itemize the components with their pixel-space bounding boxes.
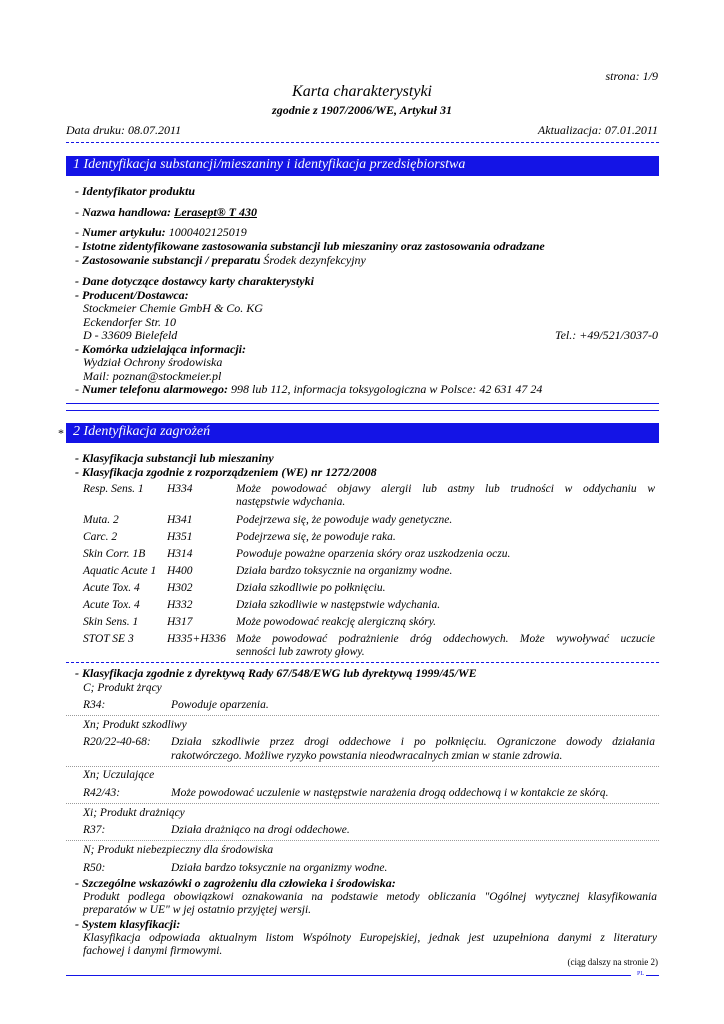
clp-text: Może powodować podrażnienie dróg oddechowych. Może wywoływać uczucie bbox=[236, 633, 655, 645]
footer-line bbox=[66, 975, 631, 976]
article-number-line: - Numer artykułu: 1000402125019 bbox=[75, 225, 247, 239]
clp-code: H400 bbox=[167, 565, 193, 577]
dsd-text: Działa bardzo toksycznie na organizmy wodne. bbox=[171, 862, 388, 874]
header-divider bbox=[66, 142, 659, 143]
dsd-code: R42/43: bbox=[83, 787, 121, 799]
clp-code: H335+H336 bbox=[167, 633, 226, 645]
info-dept-label: - Komórka udzielająca informacji: bbox=[75, 342, 247, 356]
clp-class: STOT SE 3 bbox=[83, 633, 134, 645]
language-code: PL bbox=[637, 971, 645, 977]
revision-marker: * bbox=[58, 426, 64, 440]
dsd-row-divider bbox=[66, 766, 659, 767]
clp-code: H302 bbox=[167, 582, 193, 594]
clp-text-cont: senności lub zawroty głowy. bbox=[236, 646, 365, 658]
section-1-end-line-1 bbox=[66, 403, 659, 404]
document-title: Karta charakterystyki bbox=[292, 83, 432, 100]
dsd-row-divider bbox=[66, 715, 659, 716]
producer-label: - Producent/Dostawca: bbox=[75, 288, 189, 302]
emergency-phone-line: - Numer telefonu alarmowego: 998 lub 112, informacja toksygologiczna w Polsce: 42 631 47 24 bbox=[75, 382, 543, 396]
clp-text-cont: następstwie wdychania. bbox=[236, 496, 346, 508]
dsd-symbol: Xn; Uczulające bbox=[83, 769, 155, 781]
dsd-symbol: N; Produkt niebezpieczny dla środowiska bbox=[83, 844, 274, 856]
clp-class: Skin Sens. 1 bbox=[83, 616, 139, 628]
classification-system-text: Klasyfikacja odpowiada aktualnym listom Wspólnoty Europejskiej, jednak jest uzupełniona danymi z literatury bbox=[83, 932, 657, 944]
clp-classification-label: - Klasyfikacja zgodnie z rozporządzeniem (WE) nr 1272/2008 bbox=[75, 465, 377, 479]
dsd-text: Działa drażniąco na drogi oddechowe. bbox=[171, 824, 350, 836]
dsd-symbol: Xn; Produkt szkodliwy bbox=[83, 719, 187, 731]
clp-class: Skin Corr. 1B bbox=[83, 548, 146, 560]
section-2-heading: 2 Identyfikacja zagrożeń bbox=[66, 423, 659, 443]
clp-class: Resp. Sens. 1 bbox=[83, 483, 144, 495]
update-date: Aktualizacja: 07.01.2011 bbox=[537, 123, 658, 137]
section-1-heading: 1 Identyfikacja substancji/mieszaniny i identyfikacja przedsiębiorstwa bbox=[66, 156, 659, 176]
dsd-code: R34: bbox=[83, 699, 106, 711]
dsd-symbol: C; Produkt żrący bbox=[83, 682, 162, 694]
clp-text: Może powodować reakcję alergiczną skóry. bbox=[236, 616, 437, 628]
producer-phone: Tel.: +49/521/3037-0 bbox=[555, 328, 658, 342]
clp-text: Podejrzewa się, że powoduje raka. bbox=[236, 531, 396, 543]
producer-street: Eckendorfer Str. 10 bbox=[83, 315, 176, 329]
dsd-classification-label: - Klasyfikacja zgodnie z dyrektywą Rady 67/548/EWG lub dyrektywą 1999/45/WE bbox=[75, 666, 477, 680]
clp-text: Powoduje poważne oparzenia skóry oraz uszkodzenia oczu. bbox=[236, 548, 511, 560]
dsd-text: Powoduje oparzenia. bbox=[171, 699, 269, 711]
identified-uses-label: - Istotne zidentyfikowane zastosowania substancji lub mieszaniny oraz zastosowania odradzane bbox=[75, 239, 545, 253]
clp-text: Działa bardzo toksycznie na organizmy wodne. bbox=[236, 565, 453, 577]
clp-class: Acute Tox. 4 bbox=[83, 599, 140, 611]
dsd-code: R50: bbox=[83, 862, 106, 874]
clp-text: Może powodować objawy alergii lub astmy lub trudności w oddychaniu w bbox=[236, 483, 655, 495]
clp-code: H314 bbox=[167, 548, 193, 560]
clp-text: Działa szkodliwie w następstwie wdychania. bbox=[236, 599, 441, 611]
classification-system-text-cont: fachowej i danymi firmowymi. bbox=[83, 945, 223, 957]
clp-code: H341 bbox=[167, 514, 193, 526]
special-hazards-text-cont: preparatów w UE" w jej ostatnio przyjętej wersji. bbox=[83, 904, 312, 916]
special-hazards-label: - Szczególne wskazówki o zagrożeniu dla człowieka i środowiska: bbox=[75, 876, 396, 890]
product-identifier-label: - Identyfikator produktu bbox=[75, 184, 196, 198]
dsd-text: Może powodować uczulenie w następstwie narażenia drogą oddechową i w kontakcie ze skórą. bbox=[171, 787, 609, 799]
clp-code: H317 bbox=[167, 616, 193, 628]
document-subtitle: zgodnie z 1907/2006/WE, Artykuł 31 bbox=[272, 103, 452, 117]
clp-code: H351 bbox=[167, 531, 193, 543]
clp-class: Acute Tox. 4 bbox=[83, 582, 140, 594]
clp-class: Muta. 2 bbox=[83, 514, 119, 526]
trade-name-line: - Nazwa handlowa: Lerasept® T 430 bbox=[75, 205, 257, 219]
dsd-symbol: Xi; Produkt drażniący bbox=[83, 807, 185, 819]
classification-system-label: - System klasyfikacji: bbox=[75, 917, 181, 931]
clp-text: Działa szkodliwie po połknięciu. bbox=[236, 582, 386, 594]
dsd-code: R37: bbox=[83, 824, 106, 836]
dsd-text: Działa szkodliwie przez drogi oddechowe i po połknięciu. Ograniczone dowody działania bbox=[171, 736, 655, 748]
supplier-details-label: - Dane dotyczące dostawcy karty charakterystyki bbox=[75, 274, 314, 288]
dsd-row-divider bbox=[66, 840, 659, 841]
dsd-row-divider bbox=[66, 803, 659, 804]
trade-name-value: Lerasept® T 430 bbox=[174, 205, 257, 219]
use-line: - Zastosowanie substancji / preparatu Środek dezynfekcyjny bbox=[75, 253, 366, 267]
footer-line-tail bbox=[646, 975, 659, 976]
continued-note: (ciąg dalszy na stronie 2) bbox=[567, 957, 658, 967]
dsd-text-cont: rakotwórczego. Możliwe ryzyko powstania nieodwracalnych zmian w stanie zdrowia. bbox=[171, 750, 563, 762]
print-date: Data druku: 08.07.2011 bbox=[66, 123, 182, 137]
clp-end-divider bbox=[66, 662, 659, 663]
special-hazards-text: Produkt podlega obowiązkowi oznakowania na podstawie metody obliczania "Ogólnej wytycznej klasyfikowania bbox=[83, 891, 657, 903]
info-dept-mail: Mail: poznan@stockmeier.pl bbox=[83, 369, 222, 383]
section-1-end-line-2 bbox=[66, 410, 659, 411]
clp-class: Aquatic Acute 1 bbox=[83, 565, 157, 577]
dsd-code: R20/22-40-68: bbox=[83, 736, 151, 748]
clp-text: Podejrzewa się, że powoduje wady genetyczne. bbox=[236, 514, 453, 526]
producer-city: D - 33609 Bielefeld bbox=[83, 328, 178, 342]
page-number: strona: 1/9 bbox=[605, 69, 658, 83]
classification-label: - Klasyfikacja substancji lub mieszaniny bbox=[75, 451, 274, 465]
clp-code: H332 bbox=[167, 599, 193, 611]
clp-class: Carc. 2 bbox=[83, 531, 118, 543]
info-dept-name: Wydział Ochrony środowiska bbox=[83, 355, 223, 369]
clp-code: H334 bbox=[167, 483, 193, 495]
producer-name: Stockmeier Chemie GmbH & Co. KG bbox=[83, 301, 263, 315]
